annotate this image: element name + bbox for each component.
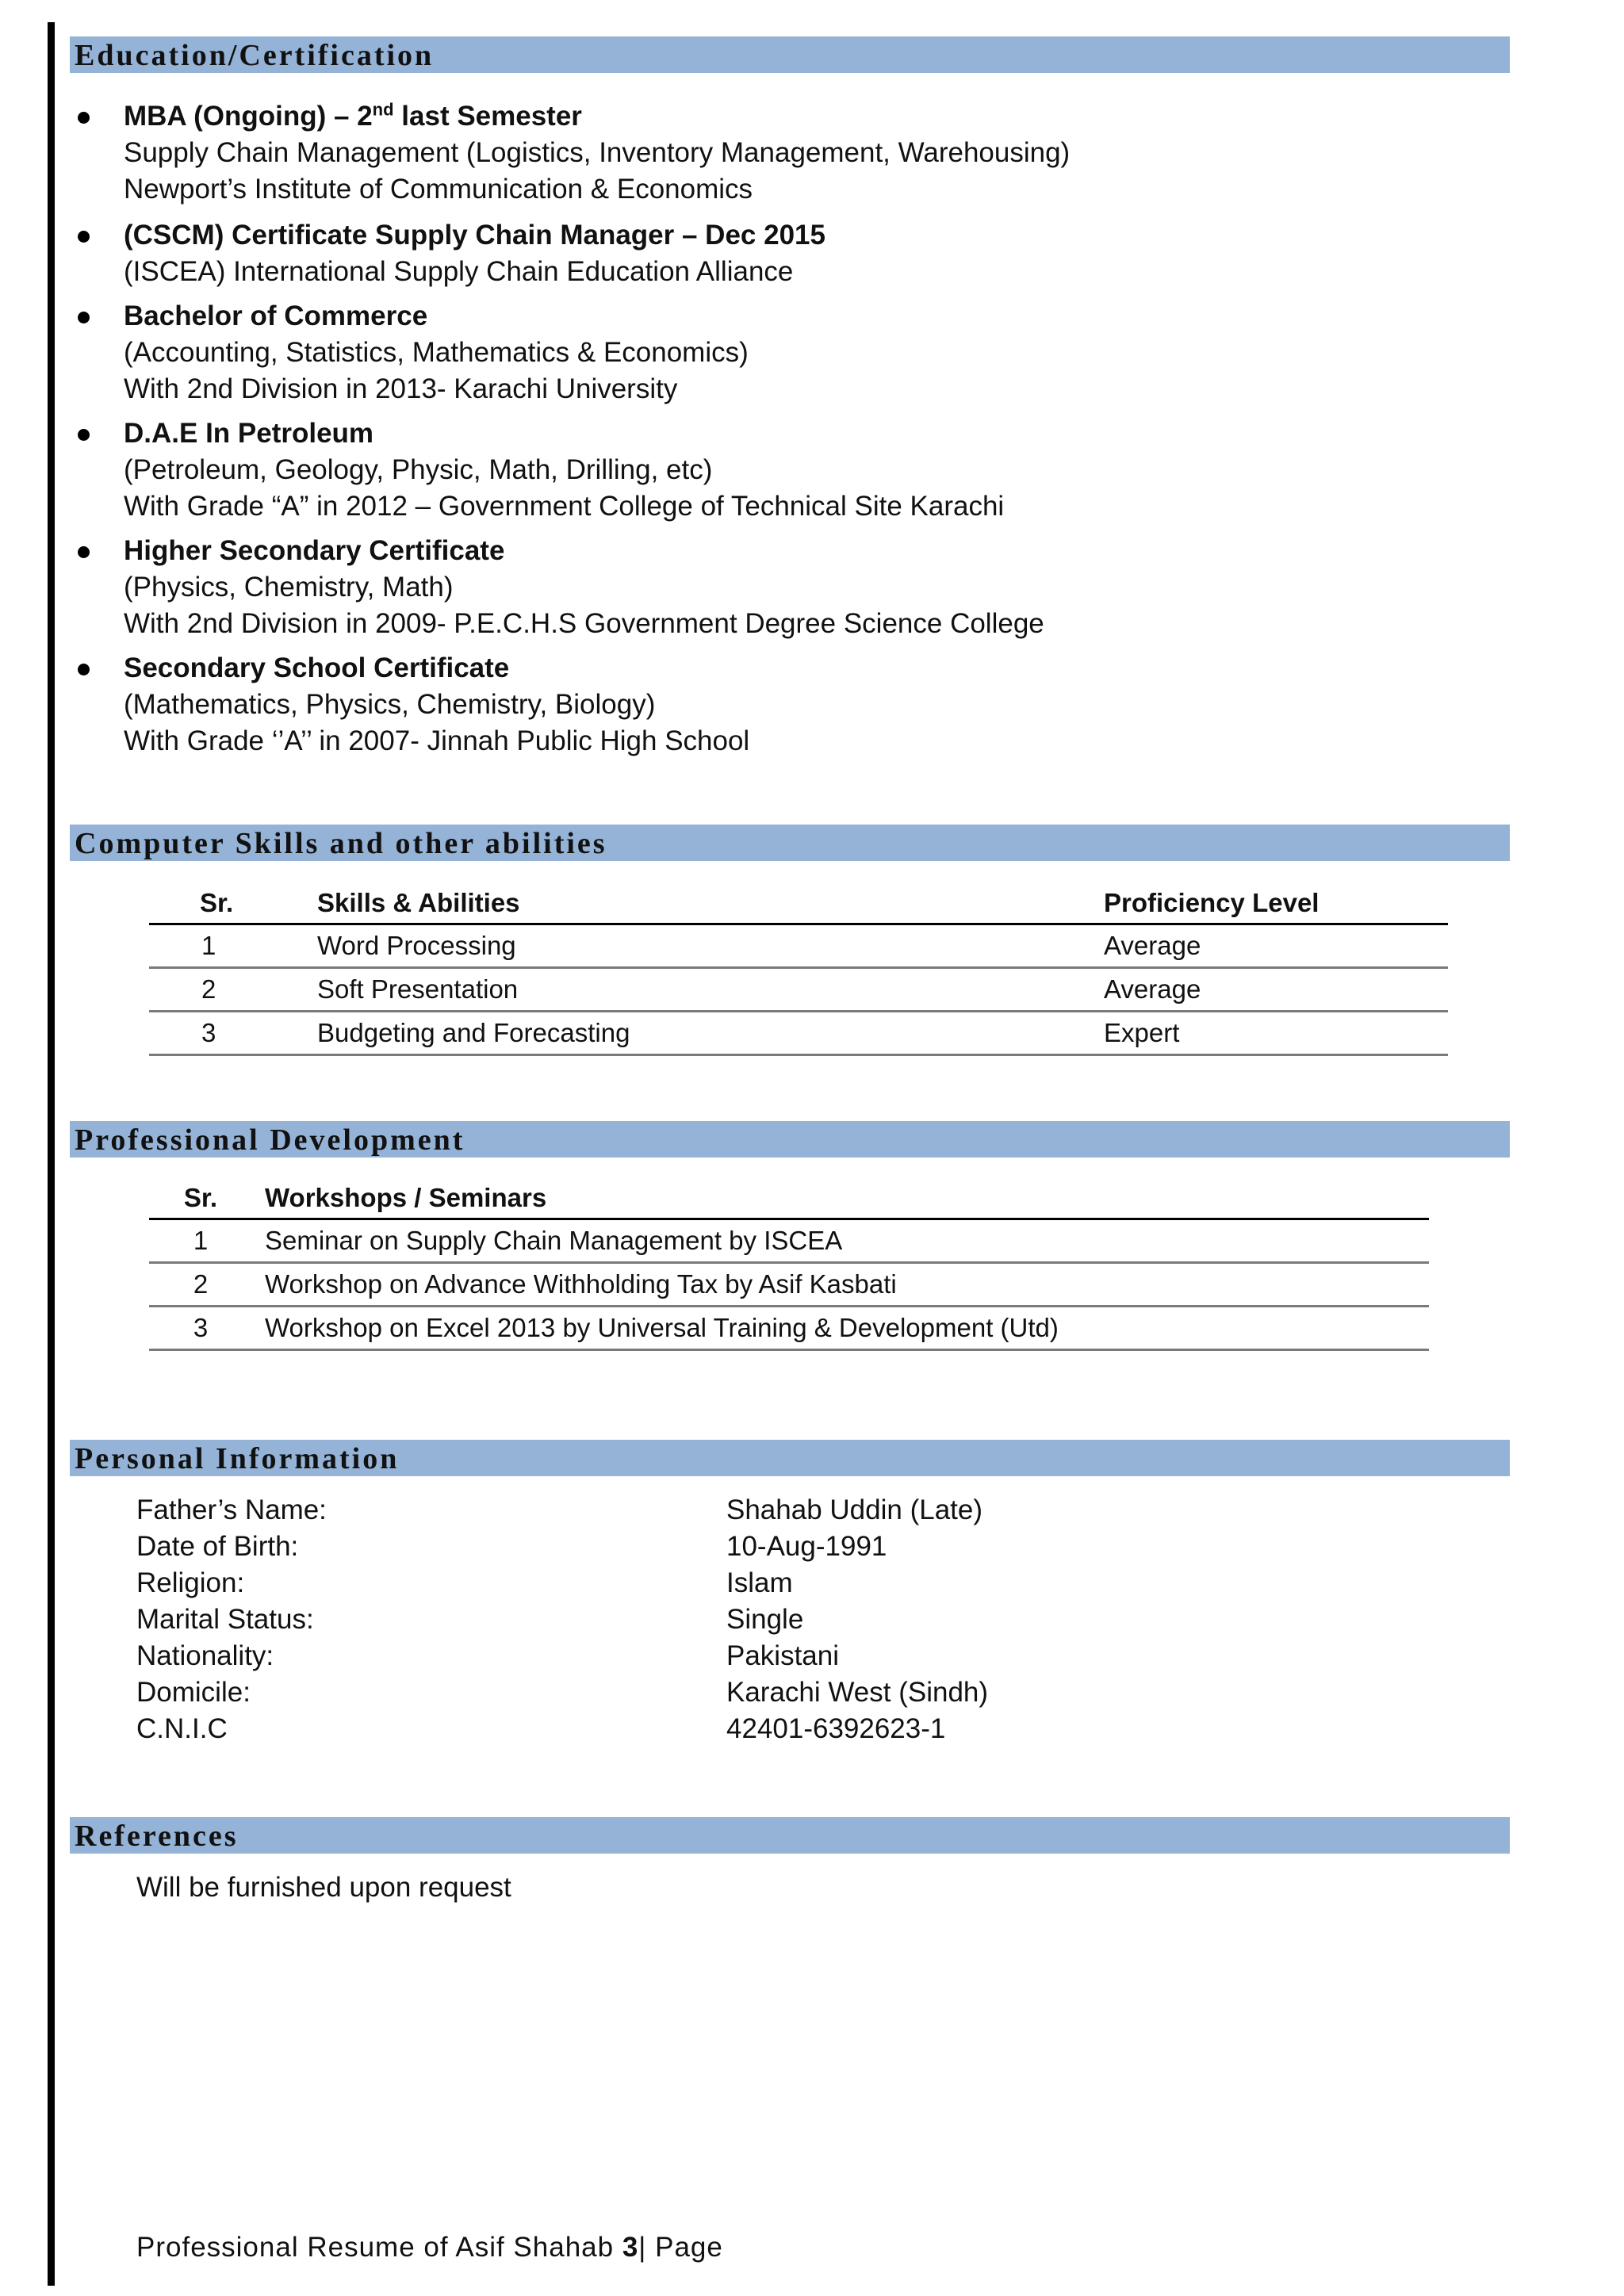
personal-info-value: Shahab Uddin (Late) — [726, 1494, 982, 1525]
personal-info-value: Pakistani — [726, 1640, 840, 1671]
table-row — [149, 1307, 1429, 1350]
education-detail-line: (Physics, Chemistry, Math) — [124, 572, 454, 603]
education-detail-line: (ISCEA) International Supply Chain Education Alliance — [124, 256, 794, 287]
footer-page-number: 3 — [622, 2232, 639, 2263]
skills-name: Word Processing — [317, 924, 1104, 968]
table-row — [149, 1012, 1448, 1055]
table-row — [149, 924, 1448, 968]
skills-table-header-row — [149, 875, 1448, 924]
personal-info-label: Domicile: — [136, 1677, 251, 1708]
education-title — [124, 98, 582, 135]
education-title — [124, 298, 427, 335]
workshops-header-title: Workshops / Seminars — [252, 1170, 1429, 1219]
workshop-title: Workshop on Advance Withholding Tax by Asif Kasbati — [252, 1263, 1429, 1307]
workshop-sr: 3 — [149, 1307, 252, 1350]
bullet-icon — [78, 429, 90, 441]
left-margin-rule — [48, 22, 55, 2286]
table-row — [149, 968, 1448, 1012]
table-row — [149, 1219, 1429, 1263]
education-title-text: Bachelor of Commerce — [124, 300, 428, 331]
skills-name: Soft Presentation — [317, 968, 1104, 1012]
workshop-sr: 2 — [149, 1263, 252, 1307]
computer-skills-section-header: Computer Skills and other abilities — [70, 825, 1510, 861]
education-title-superscript: nd — [372, 99, 394, 120]
references-section-header: References — [70, 1817, 1510, 1854]
education-detail-line: With 2nd Division in 2009- P.E.C.H.S Government Degree Science College — [124, 608, 1044, 639]
skills-level: Expert — [1104, 1012, 1448, 1055]
education-detail-line: Supply Chain Management (Logistics, Inventory Management, Warehousing) — [124, 137, 1071, 168]
references-text: Will be furnished upon request — [136, 1872, 511, 1903]
skills-sr: 2 — [149, 968, 317, 1012]
skills-sr: 1 — [149, 924, 317, 968]
education-title — [124, 217, 825, 254]
workshop-title: Seminar on Supply Chain Management by ISCEA — [252, 1219, 1429, 1263]
skills-level: Average — [1104, 968, 1448, 1012]
education-title-rest: last Semester — [393, 101, 582, 132]
personal-info-label: C.N.I.C — [136, 1713, 228, 1744]
personal-info-label: Marital Status: — [136, 1604, 314, 1635]
education-title — [124, 415, 373, 452]
personal-info-value: Single — [726, 1604, 804, 1635]
skills-name: Budgeting and Forecasting — [317, 1012, 1104, 1055]
education-title-text: D.A.E In Petroleum — [124, 418, 374, 449]
bullet-icon — [78, 231, 90, 243]
workshop-title: Workshop on Excel 2013 by Universal Training & Development (Utd) — [252, 1307, 1429, 1350]
personal-info-value: 42401-6392623-1 — [726, 1713, 946, 1744]
personal-info-label: Father’s Name: — [136, 1494, 327, 1525]
page-footer — [136, 2232, 723, 2263]
skills-level: Average — [1104, 924, 1448, 968]
education-title — [124, 533, 504, 569]
education-title-text: (CSCM) Certificate Supply Chain Manager – Dec 2015 — [124, 220, 825, 251]
personal-info-label: Nationality: — [136, 1640, 274, 1671]
footer-suffix: | Page — [638, 2232, 723, 2263]
education-detail-line: With Grade ‘’A’’ in 2007- Jinnah Public High School — [124, 725, 750, 756]
education-title — [124, 650, 509, 687]
workshops-table-header-row — [149, 1170, 1429, 1219]
table-row — [149, 1263, 1429, 1307]
skills-table — [149, 875, 1448, 1056]
personal-info-value: 10-Aug-1991 — [726, 1531, 887, 1562]
personal-information-section-header: Personal Information — [70, 1440, 1510, 1476]
workshops-table — [149, 1170, 1429, 1351]
education-detail-line: With 2nd Division in 2013- Karachi University — [124, 373, 678, 404]
bullet-icon — [78, 664, 90, 675]
bullet-icon — [78, 546, 90, 558]
personal-info-value: Islam — [726, 1567, 793, 1598]
education-title-text: MBA (Ongoing) – 2 — [124, 101, 373, 132]
workshops-header-sr: Sr. — [149, 1170, 252, 1219]
education-detail-line: Newport’s Institute of Communication & Economics — [124, 174, 753, 205]
footer-prefix: Professional Resume of Asif Shahab — [136, 2232, 622, 2263]
personal-info-value: Karachi West (Sindh) — [726, 1677, 989, 1708]
workshop-sr: 1 — [149, 1219, 252, 1263]
skills-header-skill: Skills & Abilities — [317, 875, 1104, 924]
skills-header-proficiency: Proficiency Level — [1104, 875, 1448, 924]
skills-header-sr: Sr. — [149, 875, 317, 924]
bullet-icon — [78, 312, 90, 323]
personal-info-label: Religion: — [136, 1567, 245, 1598]
education-detail-line: (Accounting, Statistics, Mathematics & Economics) — [124, 337, 749, 368]
education-detail-line: (Petroleum, Geology, Physic, Math, Drilling, etc) — [124, 454, 713, 485]
professional-development-section-header: Professional Development — [70, 1121, 1510, 1158]
bullet-icon — [78, 112, 90, 124]
personal-info-label: Date of Birth: — [136, 1531, 299, 1562]
skills-sr: 3 — [149, 1012, 317, 1055]
education-detail-line: With Grade “A” in 2012 – Government College of Technical Site Karachi — [124, 491, 1005, 522]
education-title-text: Higher Secondary Certificate — [124, 535, 505, 566]
education-title-text: Secondary School Certificate — [124, 652, 510, 683]
education-section-header: Education/Certification — [70, 36, 1510, 73]
education-detail-line: (Mathematics, Physics, Chemistry, Biology) — [124, 689, 656, 720]
